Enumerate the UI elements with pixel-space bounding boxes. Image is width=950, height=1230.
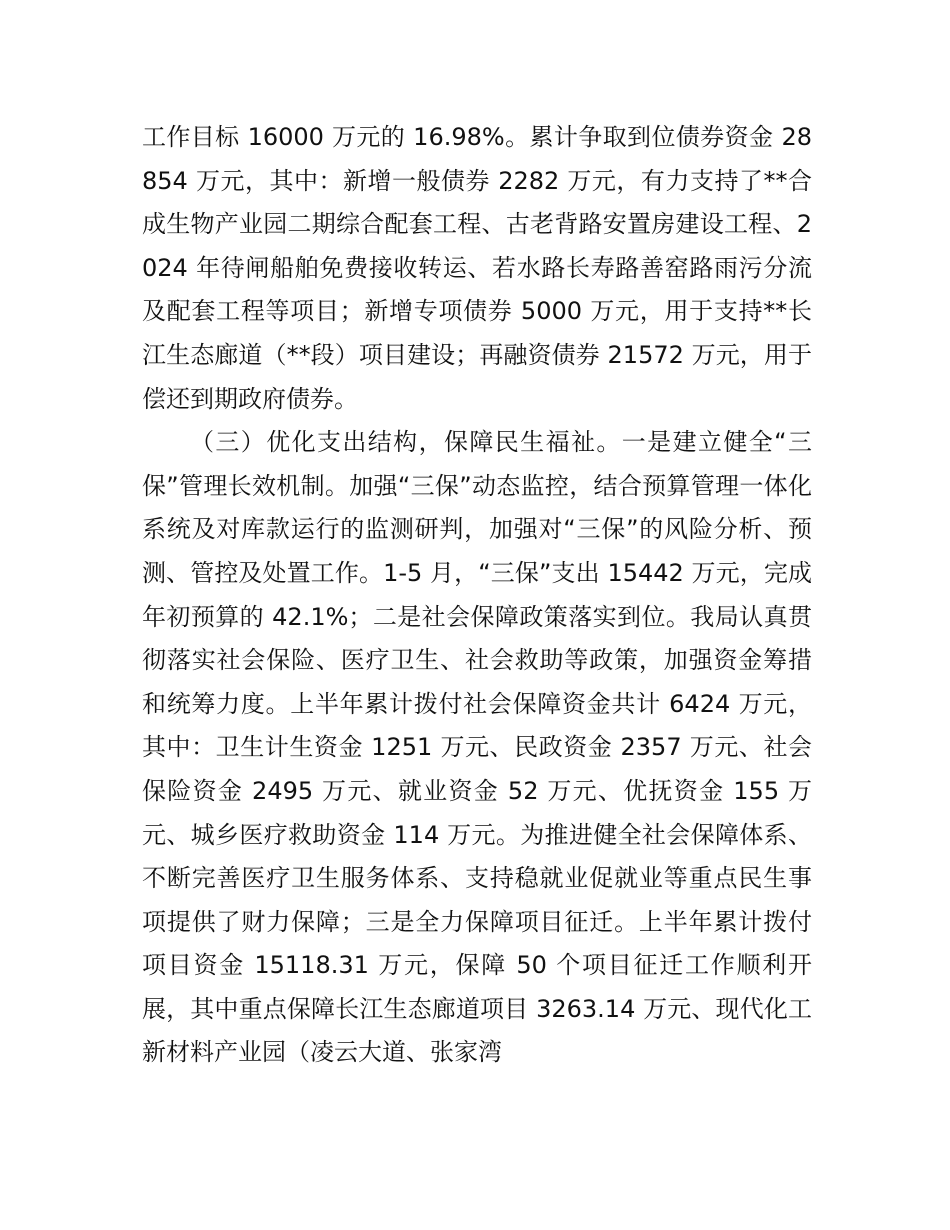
- paragraph-expenditure-structure: （三）优化支出结构，保障民生福祉。一是建立健全“三保”管理长效机制。加强“三保”动态监控，结合预算管理一体化系统及对库款运行的监测研判，加强对“三保”的风险分析、预测、管控及处置工作。1-5 月，“三保”支出 15442 万元，完成年初预算的 42.1%；二是社会保障政策落实到位。我局认真贯彻落实社会保险、医疗卫生、社会救助等政策，加强资金筹措和统筹力度。上半年累计拨付社会保障资金共计 6424 万元，其中：卫生计生资金 1251 万元、民政资金 2357 万元、社会保险资金 2495 万元、就业资金 52 万元、优抚资金 155 万元、城乡医疗救助资金 114 万元。为推进健全社会保障体系、不断完善医疗卫生服务体系、支持稳就业促就业等重点民生事项提供了财力保障；三是全力保障项目征迁。上半年累计拨付项目资金 15118.31 万元，保障 50 个项目征迁工作顺利开展，其中重点保障长江生态廊道项目 3263.14 万元、现代化工新材料产业园（凌云大道、张家湾: [142, 428, 812, 1067]
- paragraph-debt-funds: 工作目标 16000 万元的 16.98%。累计争取到位债券资金 28854 万元，其中：新增一般债券 2282 万元，有力支持了**合成生物产业园二期综合配套工程、古老背路安置房建设工程、2024 年待闸船舶免费接收转运、若水路长寿路善窑路雨污分流及配套工程等项目；新增专项债券 5000 万元，用于支持**长江生态廊道（**段）项目建设；再融资债券 21572 万元，用于偿还到期政府债券。: [142, 123, 812, 413]
- document-page: [142, 116, 812, 1075]
